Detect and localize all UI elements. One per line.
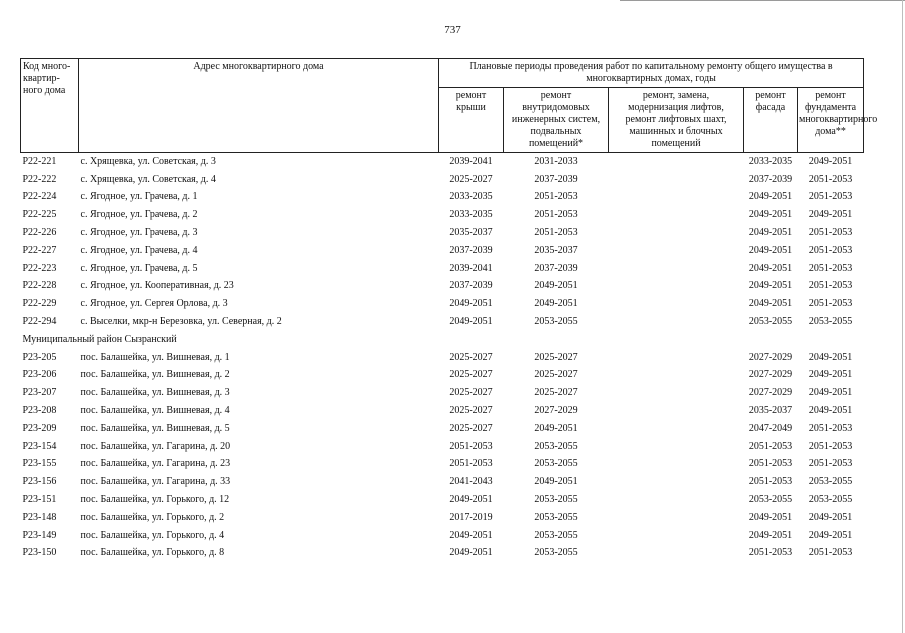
- table-row: [21, 420, 864, 438]
- cell-address: с. Ягодное, ул. Грачева, д. 3: [80, 227, 198, 239]
- cell-code: Р23-206: [22, 369, 57, 381]
- cell-engineering: 2031-2033: [534, 155, 578, 167]
- cell-engineering: 2027-2029: [534, 405, 578, 417]
- cell-code: Р22-294: [22, 316, 57, 328]
- cell-engineering: 2053-2055: [534, 547, 578, 559]
- table-row: [21, 491, 864, 509]
- cell-engineering: 2051-2053: [534, 191, 578, 203]
- section-title: Муниципальный район Сызранский: [22, 333, 177, 345]
- cell-lifts: [609, 456, 744, 474]
- table-row: [21, 456, 864, 474]
- cell-foundation: 2051-2053: [808, 280, 853, 292]
- header-code: [21, 59, 79, 153]
- header-engineering: [504, 88, 609, 153]
- cell-code: Р22-226: [22, 227, 57, 239]
- cell-facade: 2049-2051: [748, 298, 793, 310]
- cell-facade: 2049-2051: [748, 244, 793, 256]
- cell-roof: 2039-2041: [449, 262, 493, 274]
- cell-address: с. Ягодное, ул. Сергея Орлова, д. 3: [80, 298, 228, 310]
- cell-roof: 2049-2051: [449, 529, 493, 541]
- cell-facade: 2037-2039: [748, 173, 793, 185]
- cell-lifts: [609, 545, 744, 563]
- cell-facade: 2049-2051: [748, 262, 793, 274]
- table-row: [21, 527, 864, 545]
- cell-code: Р23-209: [22, 422, 57, 434]
- cell-address: пос. Балашейка, ул. Вишневая, д. 2: [80, 369, 230, 381]
- cell-code: Р22-228: [22, 280, 57, 292]
- table-row: [21, 153, 864, 171]
- cell-code: Р23-154: [22, 440, 57, 452]
- cell-foundation: 2051-2053: [808, 440, 853, 452]
- cell-lifts: [609, 278, 744, 296]
- cell-lifts: [609, 473, 744, 491]
- cell-lifts: [609, 313, 744, 331]
- scan-edge-top: [620, 0, 905, 4]
- page-number: 737: [444, 24, 461, 36]
- cell-code: Р23-205: [22, 351, 57, 363]
- cell-roof: 2037-2039: [449, 244, 493, 256]
- cell-engineering: 2037-2039: [534, 262, 578, 274]
- header-lifts-label: ремонт, замена, модернизация лифтов, ремонт лифтовых шахт, машинных и блочных помещений: [625, 90, 727, 149]
- cell-engineering: 2049-2051: [534, 476, 578, 488]
- cell-lifts: [609, 153, 744, 171]
- cell-foundation: 2051-2053: [808, 191, 853, 203]
- cell-engineering: 2025-2027: [534, 351, 578, 363]
- cell-code: Р23-149: [22, 529, 57, 541]
- table-row: [21, 260, 864, 278]
- cell-foundation: 2051-2053: [808, 547, 853, 559]
- cell-roof: 2033-2035: [449, 191, 493, 203]
- cell-foundation: 2051-2053: [808, 262, 853, 274]
- table-row: [21, 509, 864, 527]
- cell-engineering: 2051-2053: [534, 227, 578, 239]
- cell-engineering: 2053-2055: [534, 511, 578, 523]
- cell-facade: 2049-2051: [748, 227, 793, 239]
- header-address: [79, 59, 439, 153]
- cell-roof: 2049-2051: [449, 298, 493, 310]
- cell-facade: 2049-2051: [748, 191, 793, 203]
- table-row: [21, 367, 864, 385]
- cell-facade: 2051-2053: [748, 476, 793, 488]
- cell-lifts: [609, 402, 744, 420]
- cell-facade: 2049-2051: [748, 529, 793, 541]
- cell-lifts: [609, 420, 744, 438]
- cell-roof: 2035-2037: [449, 227, 493, 239]
- cell-lifts: [609, 367, 744, 385]
- table-row: [21, 224, 864, 242]
- cell-facade: 2053-2055: [748, 316, 793, 328]
- cell-engineering: 2025-2027: [534, 387, 578, 399]
- cell-code: Р23-156: [22, 476, 57, 488]
- cell-engineering: 2053-2055: [534, 529, 578, 541]
- header-foundation: [798, 88, 878, 153]
- cell-facade: 2027-2029: [748, 387, 793, 399]
- cell-facade: 2035-2037: [748, 405, 793, 417]
- cell-address: пос. Балашейка, ул. Вишневая, д. 5: [80, 422, 230, 434]
- cell-lifts: [609, 206, 744, 224]
- table-row: [21, 402, 864, 420]
- cell-foundation: 2049-2051: [808, 405, 853, 417]
- cell-lifts: [609, 349, 744, 367]
- cell-address: пос. Балашейка, ул. Вишневая, д. 1: [80, 351, 230, 363]
- header-address-label: Адрес многоквартирного дома: [193, 61, 324, 72]
- table-row: [21, 545, 864, 563]
- table-row: [21, 438, 864, 456]
- cell-foundation: 2051-2053: [808, 298, 853, 310]
- cell-roof: 2025-2027: [449, 173, 493, 185]
- cell-facade: 2051-2053: [748, 547, 793, 559]
- cell-lifts: [609, 491, 744, 509]
- cell-address: пос. Балашейка, ул. Вишневая, д. 4: [80, 405, 230, 417]
- cell-engineering: 2049-2051: [534, 422, 578, 434]
- cell-address: пос. Балашейка, ул. Гагарина, д. 20: [80, 440, 231, 452]
- cell-facade: 2051-2053: [748, 458, 793, 470]
- header-periods: [439, 59, 864, 88]
- cell-address: с. Хрящевка, ул. Советская, д. 3: [80, 155, 216, 167]
- cell-roof: 2049-2051: [449, 547, 493, 559]
- cell-address: с. Ягодное, ул. Грачева, д. 4: [80, 244, 198, 256]
- cell-facade: 2027-2029: [748, 369, 793, 381]
- cell-address: пос. Балашейка, ул. Горького, д. 12: [80, 494, 230, 506]
- cell-code: Р23-207: [22, 387, 57, 399]
- cell-lifts: [609, 527, 744, 545]
- cell-lifts: [609, 242, 744, 260]
- cell-lifts: [609, 189, 744, 207]
- cell-engineering: 2053-2055: [534, 458, 578, 470]
- cell-roof: 2051-2053: [449, 440, 493, 452]
- cell-roof: 2039-2041: [449, 155, 493, 167]
- cell-roof: 2033-2035: [449, 209, 493, 221]
- cell-engineering: 2053-2055: [534, 440, 578, 452]
- cell-roof: 2025-2027: [449, 351, 493, 363]
- section-row: [21, 331, 864, 349]
- cell-address: с. Ягодное, ул. Грачева, д. 2: [80, 209, 198, 221]
- cell-engineering: 2037-2039: [534, 173, 578, 185]
- cell-code: Р22-221: [22, 155, 57, 167]
- cell-engineering: 2051-2053: [534, 209, 578, 221]
- cell-code: Р22-223: [22, 262, 57, 274]
- cell-facade: 2049-2051: [748, 209, 793, 221]
- cell-engineering: 2025-2027: [534, 369, 578, 381]
- cell-code: Р22-224: [22, 191, 57, 203]
- cell-roof: 2017-2019: [449, 511, 493, 523]
- cell-code: Р23-148: [22, 511, 57, 523]
- cell-lifts: [609, 171, 744, 189]
- cell-facade: 2053-2055: [748, 494, 793, 506]
- cell-foundation: 2049-2051: [808, 155, 853, 167]
- table-row: [21, 171, 864, 189]
- cell-code: Р22-229: [22, 298, 57, 310]
- header-roof-label: ремонт крыши: [455, 90, 487, 113]
- cell-facade: 2033-2035: [748, 155, 793, 167]
- cell-facade: 2051-2053: [748, 440, 793, 452]
- cell-foundation: 2053-2055: [808, 316, 853, 328]
- cell-facade: 2047-2049: [748, 422, 793, 434]
- cell-address: пос. Балашейка, ул. Горького, д. 2: [80, 511, 225, 523]
- header-facade: [744, 88, 798, 153]
- table-row: [21, 384, 864, 402]
- header-periods-label: Плановые периоды проведения работ по капитальному ремонту общего имущества в многоквартирных домах, годы: [469, 61, 833, 84]
- cell-foundation: 2051-2053: [808, 458, 853, 470]
- header-foundation-label: ремонт фундамента многоквартирного дома**: [799, 90, 878, 137]
- cell-address: пос. Балашейка, ул. Вишневая, д. 3: [80, 387, 230, 399]
- cell-engineering: 2035-2037: [534, 244, 578, 256]
- cell-roof: 2041-2043: [449, 476, 493, 488]
- cell-roof: 2051-2053: [449, 458, 493, 470]
- header-lifts: [609, 88, 744, 153]
- cell-engineering: 2049-2051: [534, 280, 578, 292]
- cell-facade: 2049-2051: [748, 280, 793, 292]
- cell-engineering: 2053-2055: [534, 494, 578, 506]
- cell-lifts: [609, 295, 744, 313]
- cell-foundation: 2051-2053: [808, 422, 853, 434]
- header-row-top: [21, 59, 864, 88]
- cell-foundation: 2053-2055: [808, 494, 853, 506]
- cell-lifts: [609, 509, 744, 527]
- cell-address: пос. Балашейка, ул. Гагарина, д. 23: [80, 458, 231, 470]
- cell-address: пос. Балашейка, ул. Горького, д. 4: [80, 529, 225, 541]
- cell-foundation: 2049-2051: [808, 351, 853, 363]
- cell-code: Р22-222: [22, 173, 57, 185]
- cell-code: Р23-155: [22, 458, 57, 470]
- cell-lifts: [609, 438, 744, 456]
- cell-lifts: [609, 384, 744, 402]
- table-row: [21, 313, 864, 331]
- cell-address: пос. Балашейка, ул. Горького, д. 8: [80, 547, 225, 559]
- header-facade-label: ремонт фасада: [755, 90, 786, 113]
- cell-foundation: 2049-2051: [808, 369, 853, 381]
- capital-repair-table: [20, 58, 878, 562]
- table-body: [21, 153, 864, 563]
- cell-code: Р23-208: [22, 405, 57, 417]
- cell-foundation: 2049-2051: [808, 511, 853, 523]
- cell-roof: 2025-2027: [449, 422, 493, 434]
- cell-lifts: [609, 224, 744, 242]
- cell-foundation: 2053-2055: [808, 476, 853, 488]
- table-row: [21, 206, 864, 224]
- table-row: [21, 242, 864, 260]
- cell-address: с. Хрящевка, ул. Советская, д. 4: [80, 173, 216, 185]
- cell-foundation: 2051-2053: [808, 244, 853, 256]
- cell-roof: 2037-2039: [449, 280, 493, 292]
- cell-facade: 2049-2051: [748, 511, 793, 523]
- cell-foundation: 2049-2051: [808, 209, 853, 221]
- cell-code: Р22-227: [22, 244, 57, 256]
- table-row: [21, 349, 864, 367]
- cell-engineering: 2049-2051: [534, 298, 578, 310]
- cell-address: с. Ягодное, ул. Грачева, д. 5: [80, 262, 198, 274]
- table-row: [21, 278, 864, 296]
- table-row: [21, 295, 864, 313]
- cell-address: с. Ягодное, ул. Грачева, д. 1: [80, 191, 198, 203]
- header-code-label: Код много- квартир- ного дома: [23, 61, 71, 96]
- cell-address: с. Ягодное, ул. Кооперативная, д. 23: [80, 280, 234, 292]
- cell-facade: 2027-2029: [748, 351, 793, 363]
- header-engineering-label: ремонт внутридомовых инженерных систем, подвальных помещений*: [511, 90, 601, 149]
- cell-roof: 2025-2027: [449, 387, 493, 399]
- cell-engineering: 2053-2055: [534, 316, 578, 328]
- cell-foundation: 2051-2053: [808, 227, 853, 239]
- cell-code: Р22-225: [22, 209, 57, 221]
- cell-roof: 2025-2027: [449, 369, 493, 381]
- cell-roof: 2025-2027: [449, 405, 493, 417]
- cell-foundation: 2049-2051: [808, 387, 853, 399]
- cell-foundation: 2051-2053: [808, 173, 853, 185]
- cell-roof: 2049-2051: [449, 494, 493, 506]
- cell-lifts: [609, 260, 744, 278]
- cell-address: пос. Балашейка, ул. Гагарина, д. 33: [80, 476, 231, 488]
- cell-roof: 2049-2051: [449, 316, 493, 328]
- table-row: [21, 189, 864, 207]
- header-roof: [439, 88, 504, 153]
- cell-address: с. Выселки, мкр-н Березовка, ул. Северная, д. 2: [80, 316, 282, 328]
- table-row: [21, 473, 864, 491]
- cell-code: Р23-151: [22, 494, 57, 506]
- cell-code: Р23-150: [22, 547, 57, 559]
- cell-foundation: 2049-2051: [808, 529, 853, 541]
